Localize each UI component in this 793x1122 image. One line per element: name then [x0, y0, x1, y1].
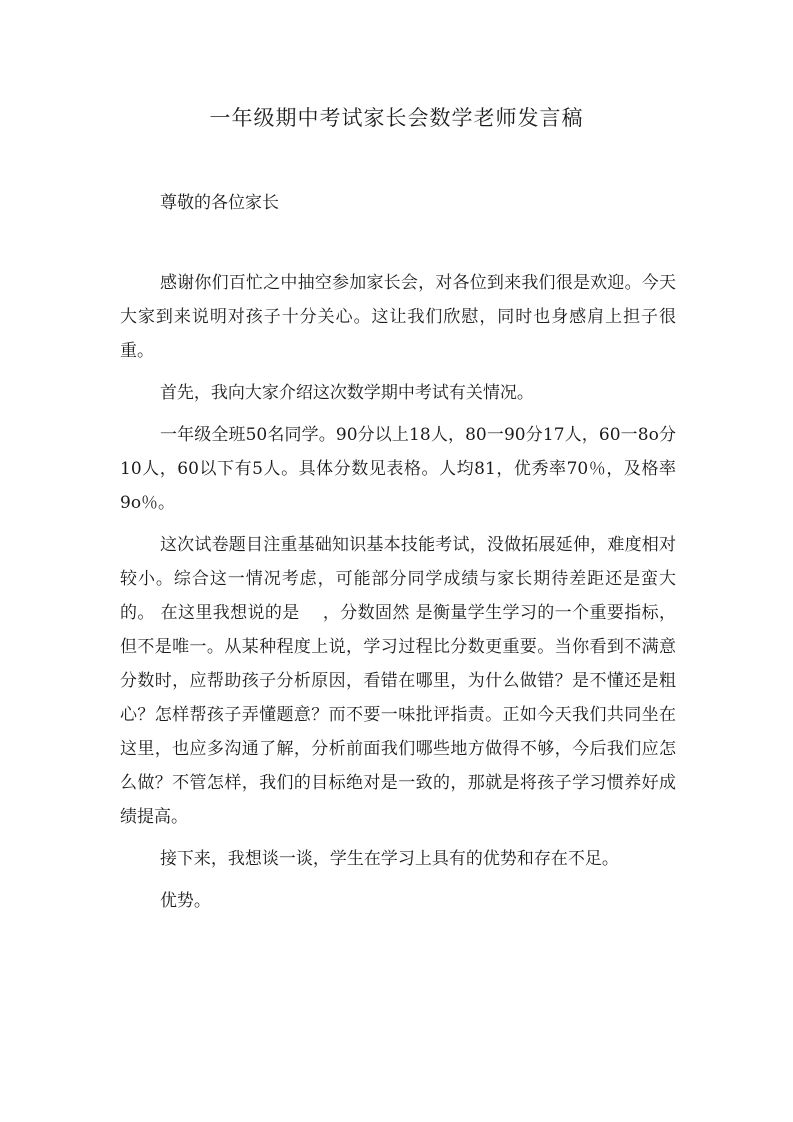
paragraph-next: 接下来，我想谈一谈，学生在学习上具有的优势和存在不足。	[159, 849, 619, 869]
document-title: 一年级期中考试家长会数学老师发言稿	[209, 106, 584, 130]
paragraph-analysis: 这次试卷题目注重基础知识基本技能考试，没做拓展延伸，难度相对较小。综合这一情况考虑，可能部分同学成绩与家长期待差距还是蛮大的。 在这里我想说的是 ，分数固然 是衡量学生学习的一个重要指标，但不是唯一。从某种程度上说，学习过程比分数更重要。当你看到不满意分数时，应帮助孩子分析原因，看错在哪里，为什么做错？是不懂还是粗心？怎样帮孩子弄懂题意？而不要一味批评指责。正如今天我们共同坐在这里，也应多沟通了解，分析前面我们哪些地方做得不够，今后我们应怎么做？不管怎样，我们的目标绝对是一致的，那就是将孩子学习惯养好成绩提高。	[120, 535, 676, 827]
salutation: 尊敬的各位家长	[160, 193, 279, 213]
paragraph-advantages: 优势。	[159, 891, 211, 911]
document-body	[120, 266, 676, 926]
paragraph-thanks: 感谢你们百忙之中抽空参加家长会，对各位到来我们很是欢迎。今天大家到来说明对孩子十分关心。这让我们欣慰，同时也身感肩上担子很重。	[120, 273, 676, 361]
paragraph-intro: 首先，我向大家介绍这次数学期中考试有关情况。	[159, 383, 534, 403]
paragraph-scores: 一年级全班50名同学。90分以上18人，80一90分17人，60一8o分10人，60以下有5人。具体分数见表格。人均81，优秀率70％，及格率9o％。	[120, 425, 676, 513]
